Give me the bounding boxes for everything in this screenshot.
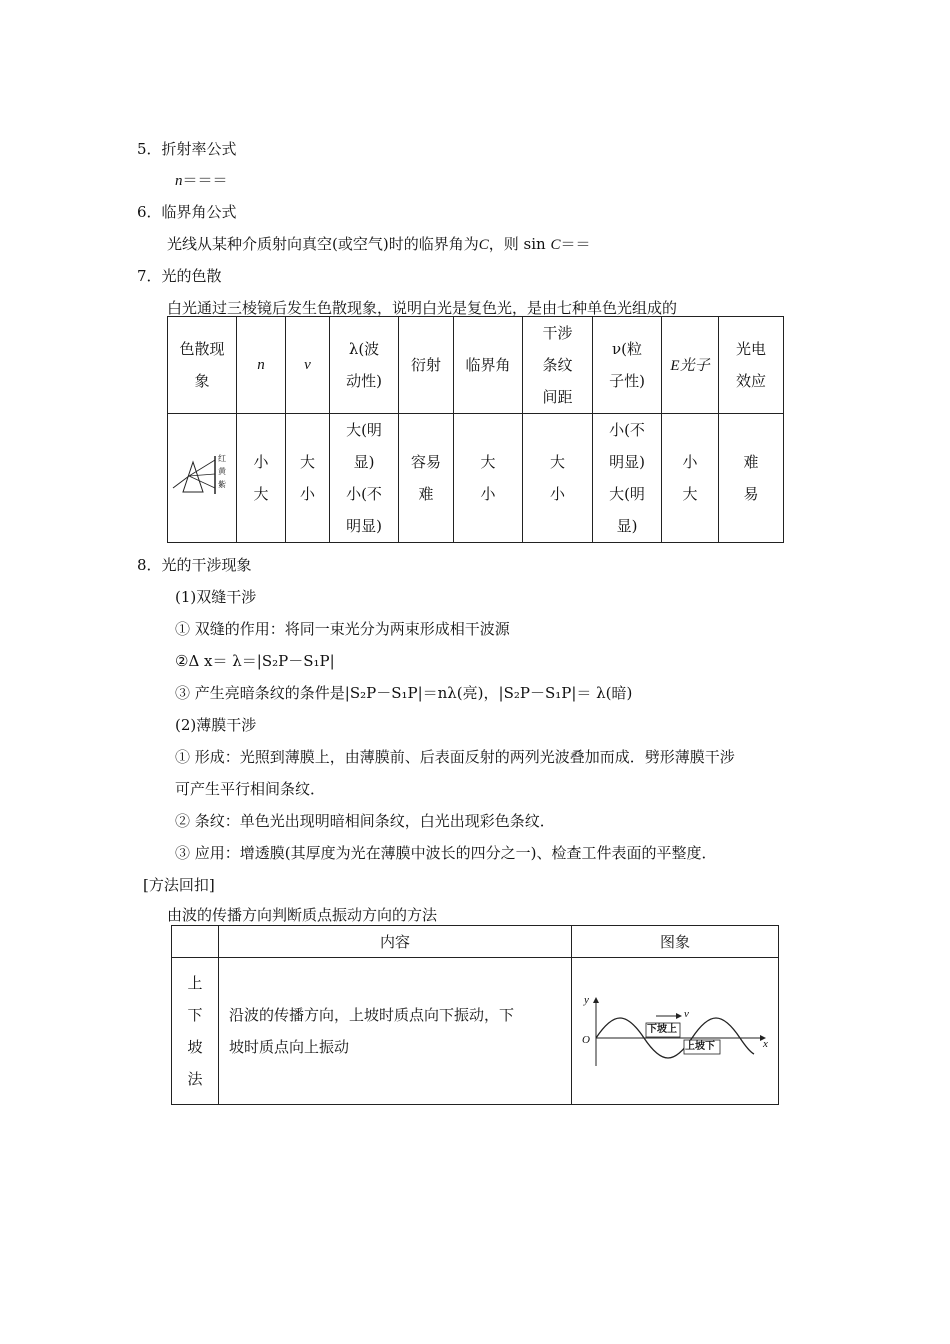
header-lambda: λ(波 动性) [330, 317, 399, 414]
critical-text-b: ，则 sin [488, 235, 551, 253]
critical-var-c: C [478, 237, 489, 253]
header-fringe-spacing: 干涉 条纹 间距 [523, 317, 593, 414]
formula-rest: ＝＝＝ [182, 171, 228, 189]
critical-angle-text [167, 234, 590, 255]
cell-v: 大 小 [286, 414, 330, 543]
wave-graph [580, 994, 770, 1069]
double-slit-heading: (1)双缝干涉 [175, 588, 257, 606]
method-heading: [方法回扣] [143, 876, 215, 894]
thin-film-heading: (2)薄膜干涉 [175, 716, 257, 734]
header-photoelectric: 光电 效应 [719, 317, 784, 414]
thin-film-item-1a: ① 形成：光照到薄膜上，由薄膜前、后表面反射的两列光波叠加而成．劈形薄膜干涉 [175, 748, 735, 766]
double-slit-item-2: ②Δ x＝ λ＝|S₂P－S₁P| [175, 652, 335, 670]
method-header-row [172, 926, 779, 958]
cell-photon-energy: 小 大 [662, 414, 719, 543]
method-table [171, 925, 779, 1105]
method-header-image: 图象 [572, 926, 779, 958]
wave-label-downslope: 下坡上 [647, 1023, 677, 1035]
thin-film-item-3: ③ 应用：增透膜(其厚度为光在薄膜中波长的四分之一)、检查工件表面的平整度． [175, 844, 717, 862]
refraction-formula [175, 170, 228, 191]
header-v: v [286, 317, 330, 414]
dispersion-header-row [168, 317, 784, 414]
prism-cell [168, 414, 237, 543]
cell-photoelectric: 难 易 [719, 414, 784, 543]
cell-lambda: 大(明 显) 小(不 明显) [330, 414, 399, 543]
header-diffraction: 衍射 [399, 317, 454, 414]
header-n: n [237, 317, 286, 414]
section-5-title: 5．折射率公式 [137, 140, 237, 158]
section-7-title: 7．光的色散 [137, 267, 222, 285]
prism-label-violet: 紫 [218, 480, 226, 489]
wave-velocity-label: v [684, 1007, 689, 1020]
double-slit-item-3: ③ 产生亮暗条纹的条件是|S₂P－S₁P|＝nλ(亮)，|S₂P－S₁P|＝ λ(暗) [175, 684, 633, 702]
method-row-label: 上 下 坡 法 [172, 958, 219, 1105]
section-8-title: 8．光的干涉现象 [137, 556, 252, 574]
critical-var-c2: C [550, 237, 561, 253]
prism-label-red: 红 [218, 454, 226, 463]
cell-n: 小 大 [237, 414, 286, 543]
method-header-empty [172, 926, 219, 958]
dispersion-intro: 白光通过三棱镜后发生色散现象，说明白光是复色光，是由七种单色光组成的 [167, 299, 678, 317]
method-row-text: 沿波的传播方向，上坡时质点向下振动，下 坡时质点向上振动 [219, 958, 572, 1105]
formula-n: n [175, 173, 183, 189]
method-row-graph-cell [572, 958, 779, 1105]
prism-label-yellow: 黄 [218, 467, 226, 476]
method-intro: 由波的传播方向判断质点振动方向的方法 [167, 906, 438, 924]
dispersion-table [167, 316, 784, 543]
header-nu: ν(粒 子性) [593, 317, 662, 414]
prism-figure [171, 448, 233, 508]
cell-nu: 小(不 明显) 大(明 显) [593, 414, 662, 543]
header-dispersion: 色散现 象 [168, 317, 237, 414]
wave-label-upslope: 上坡下 [685, 1040, 715, 1052]
cell-fringe-spacing: 大 小 [523, 414, 593, 543]
header-critical-angle: 临界角 [454, 317, 523, 414]
cell-diffraction: 容易 难 [399, 414, 454, 543]
critical-text-a: 光线从某种介质射向真空(或空气)时的临界角为 [167, 235, 479, 253]
header-photon-energy: E光子 [662, 317, 719, 414]
wave-x-label: x [763, 1037, 768, 1050]
wave-origin-label: O [582, 1033, 590, 1046]
wave-y-label: y [584, 993, 589, 1006]
critical-text-c: ＝＝ [560, 235, 591, 253]
cell-critical-angle: 大 小 [454, 414, 523, 543]
section-6-title: 6．临界角公式 [137, 203, 237, 221]
double-slit-item-1: ① 双缝的作用：将同一束光分为两束形成相干波源 [175, 620, 510, 638]
dispersion-data-row [168, 414, 784, 543]
prism-labels [218, 452, 226, 491]
thin-film-item-1b: 可产生平行相间条纹． [175, 780, 326, 798]
thin-film-item-2: ② 条纹：单色光出现明暗相间条纹，白光出现彩色条纹． [175, 812, 555, 830]
method-row [172, 958, 779, 1105]
method-header-content: 内容 [219, 926, 572, 958]
